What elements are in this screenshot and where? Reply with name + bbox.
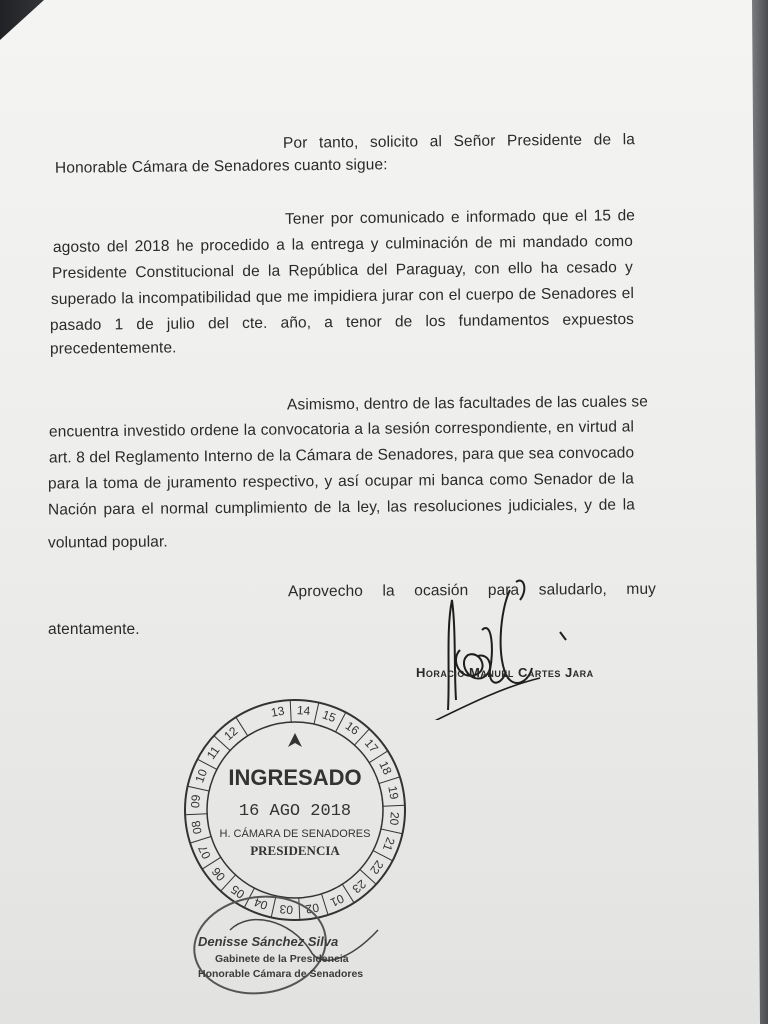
p1-line-2: Honorable Cámara de Senadores cuanto sigue: — [54, 156, 388, 177]
stamp-status: INGRESADO — [228, 765, 362, 790]
stamp-dial-tick — [188, 786, 210, 791]
stamp-dial-number: 08 — [188, 819, 205, 836]
stamp-dial-number: 18 — [376, 758, 395, 777]
stamp-org: H. CÁMARA DE SENADORES — [219, 828, 371, 840]
stamp-dial-number: 10 — [192, 767, 211, 785]
signer-name-text: Horacio Manuel Cartes Jara — [416, 665, 594, 680]
p2-line-6: precedentemente. — [49, 339, 177, 358]
signer-name — [416, 665, 594, 680]
stamp-dial-tick — [190, 837, 211, 844]
p3-line-4: para la toma de juramento respectivo, y así ocupar mi banca como Senador de la — [47, 470, 635, 493]
stamp-dial-number: 05 — [228, 882, 248, 902]
p3-line-3: art. 8 del Reglamento Interno de la Cámara de Senadores, para que sea convocado — [48, 444, 635, 467]
stamp-dial-number: 04 — [252, 894, 270, 913]
p3-line-5: Nación para el normal cumplimiento de la ley, las resoluciones judiciales, y de la — [47, 496, 636, 519]
stamp-dial-tick — [381, 829, 403, 834]
p2-line-5: pasado 1 de julio del cte. año, a tenor de los fundamentos expuestos — [49, 310, 635, 335]
p4-line-2: atentamente. — [48, 621, 140, 638]
p3-line-2: encuentra investido ordene la convocatoria a la sesión correspondiente, en virtud al — [48, 418, 635, 441]
seal-institution: Honorable Cámara de Senadores — [198, 968, 364, 980]
stamp-dial-number: 19 — [385, 784, 402, 801]
stamp-dial-number: 12 — [221, 723, 241, 744]
p3-line-6: voluntad popular. — [47, 533, 168, 552]
stamp-dial-number: 02 — [304, 900, 321, 917]
stamp-dial-number: 21 — [379, 835, 398, 853]
stamp-dial-number: 22 — [367, 857, 387, 877]
stamp-office: PRESIDENCIA — [250, 843, 340, 858]
stamp-dial-tick — [383, 805, 405, 806]
p2-line-4: superado la incompatibilidad que me impidiera jurar con el cuerpo de Senadores el — [50, 284, 635, 309]
stamp-dial-number: 15 — [320, 707, 338, 726]
stamp-date: 16 AGO 2018 — [238, 802, 352, 821]
stamp-dial-tick — [185, 814, 207, 815]
stamp-dial-number: 06 — [208, 864, 229, 884]
p3-line-1: Asimismo, dentro de las facultades de las cuales se — [286, 393, 648, 414]
stamp-dial-number: 03 — [279, 901, 294, 917]
stamp-dial-number: 11 — [203, 743, 223, 762]
p2-line-3: Presidente Constitucional de la República del Paraguay, con ello ha cesado y — [51, 258, 634, 283]
signature-scribble — [420, 560, 580, 720]
stamp-dial-tick — [290, 700, 291, 722]
p1-line-1: Por tanto, solicito al Señor Presidente de la — [282, 131, 636, 152]
stamp-dial-tick — [314, 703, 319, 725]
stamp-dial-number: 07 — [195, 843, 214, 862]
stamp-dial-number: 09 — [188, 794, 204, 809]
stamp-dial-number: 13 — [269, 703, 286, 720]
stamp-dial-number: 16 — [342, 718, 362, 738]
stamp-dial-number: 17 — [361, 736, 382, 756]
stamp-dial-number: 20 — [386, 811, 402, 826]
stamp-dial-number: 23 — [349, 876, 369, 897]
seal-name: Denisse Sánchez Silva — [198, 934, 339, 949]
stamp-dial-number: 14 — [296, 703, 311, 719]
stamp-pointer-icon — [288, 733, 302, 747]
stamp-dial-tick — [379, 777, 400, 784]
p2-line-1: Tener por comunicado e informado que el 15 de — [284, 207, 636, 228]
p2-line-2: agosto del 2018 he procedido a la entrega y culminación de mi mandado como — [52, 232, 634, 257]
p4-line-1: Aprovecho la ocasión para saludarlo, muy — [287, 580, 657, 601]
stamp-dial-number: 01 — [328, 891, 347, 910]
seal-office: Gabinete de la Presidencia — [215, 953, 349, 965]
